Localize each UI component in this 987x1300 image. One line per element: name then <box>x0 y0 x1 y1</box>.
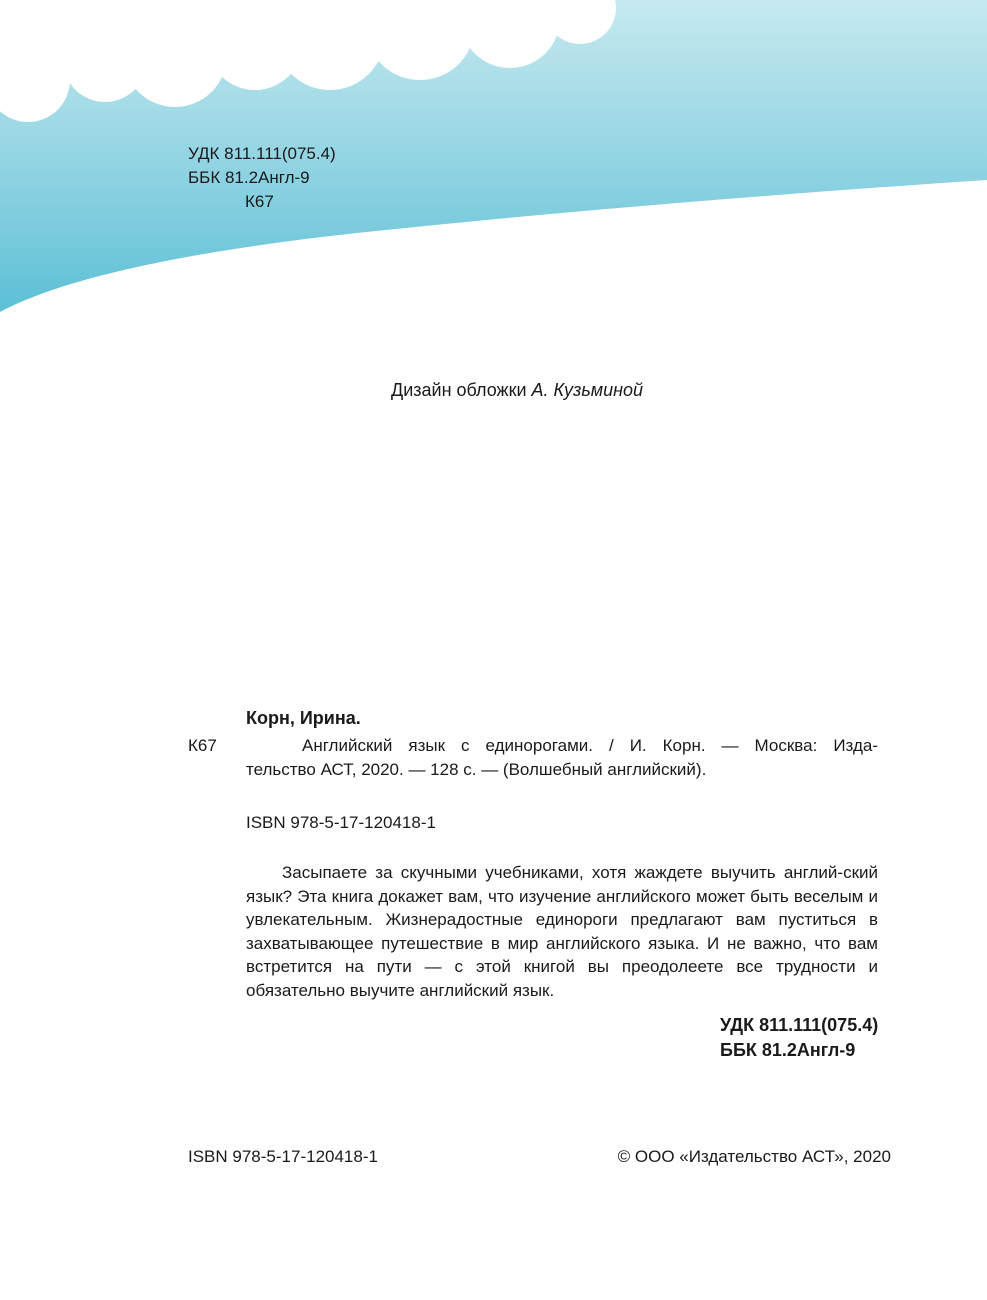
bottom-bbk: ББК 81.2Англ-9 <box>720 1040 856 1060</box>
bottom-udk: УДК 811.111(075.4) <box>720 1015 879 1035</box>
bibliography-line-2: тельство АСТ, 2020. — 128 с. — (Волшебный английский). <box>246 760 707 779</box>
bibliography-line-1: Английский язык с единорогами. / И. Корн. — Москва: Изда- <box>302 736 878 755</box>
footer-copyright: © ООО «Издательство АСТ», 2020 <box>617 1147 891 1166</box>
bottom-classification <box>720 1013 878 1063</box>
top-classification <box>188 142 336 214</box>
bibliography-code: К67 <box>188 736 217 755</box>
top-bbk: ББК 81.2Англ-9 <box>188 168 310 187</box>
author-name: Корн, Ирина. <box>246 708 361 728</box>
bibliographic-description <box>246 734 878 782</box>
isbn-block: ISBN 978-5-17-120418-1 <box>246 813 436 832</box>
annotation-text: Засыпаете за скучными учебниками, хотя жаждете выучить англий-ский язык? Эта книга докажет вам, что изучение английского может быть веселым и увлекательным. Жизнерадостные единороги предлагают вам пуститься в захватывающее путешествие в мир английского языка. И не важно, что вам встретится на пути — с этой книгой вы преодолеете все трудности и обязательно выучите английский язык. <box>246 863 878 1000</box>
sky-cloud-header <box>0 0 987 320</box>
top-udk: УДК 811.111(075.4) <box>188 144 336 163</box>
annotation <box>246 861 878 1002</box>
designer-name: А. Кузьминой <box>531 380 644 400</box>
designer-label: Дизайн обложки <box>391 380 527 400</box>
footer-isbn: ISBN 978-5-17-120418-1 <box>188 1147 378 1166</box>
top-code: К67 <box>245 192 274 211</box>
designer-credit <box>391 380 643 401</box>
